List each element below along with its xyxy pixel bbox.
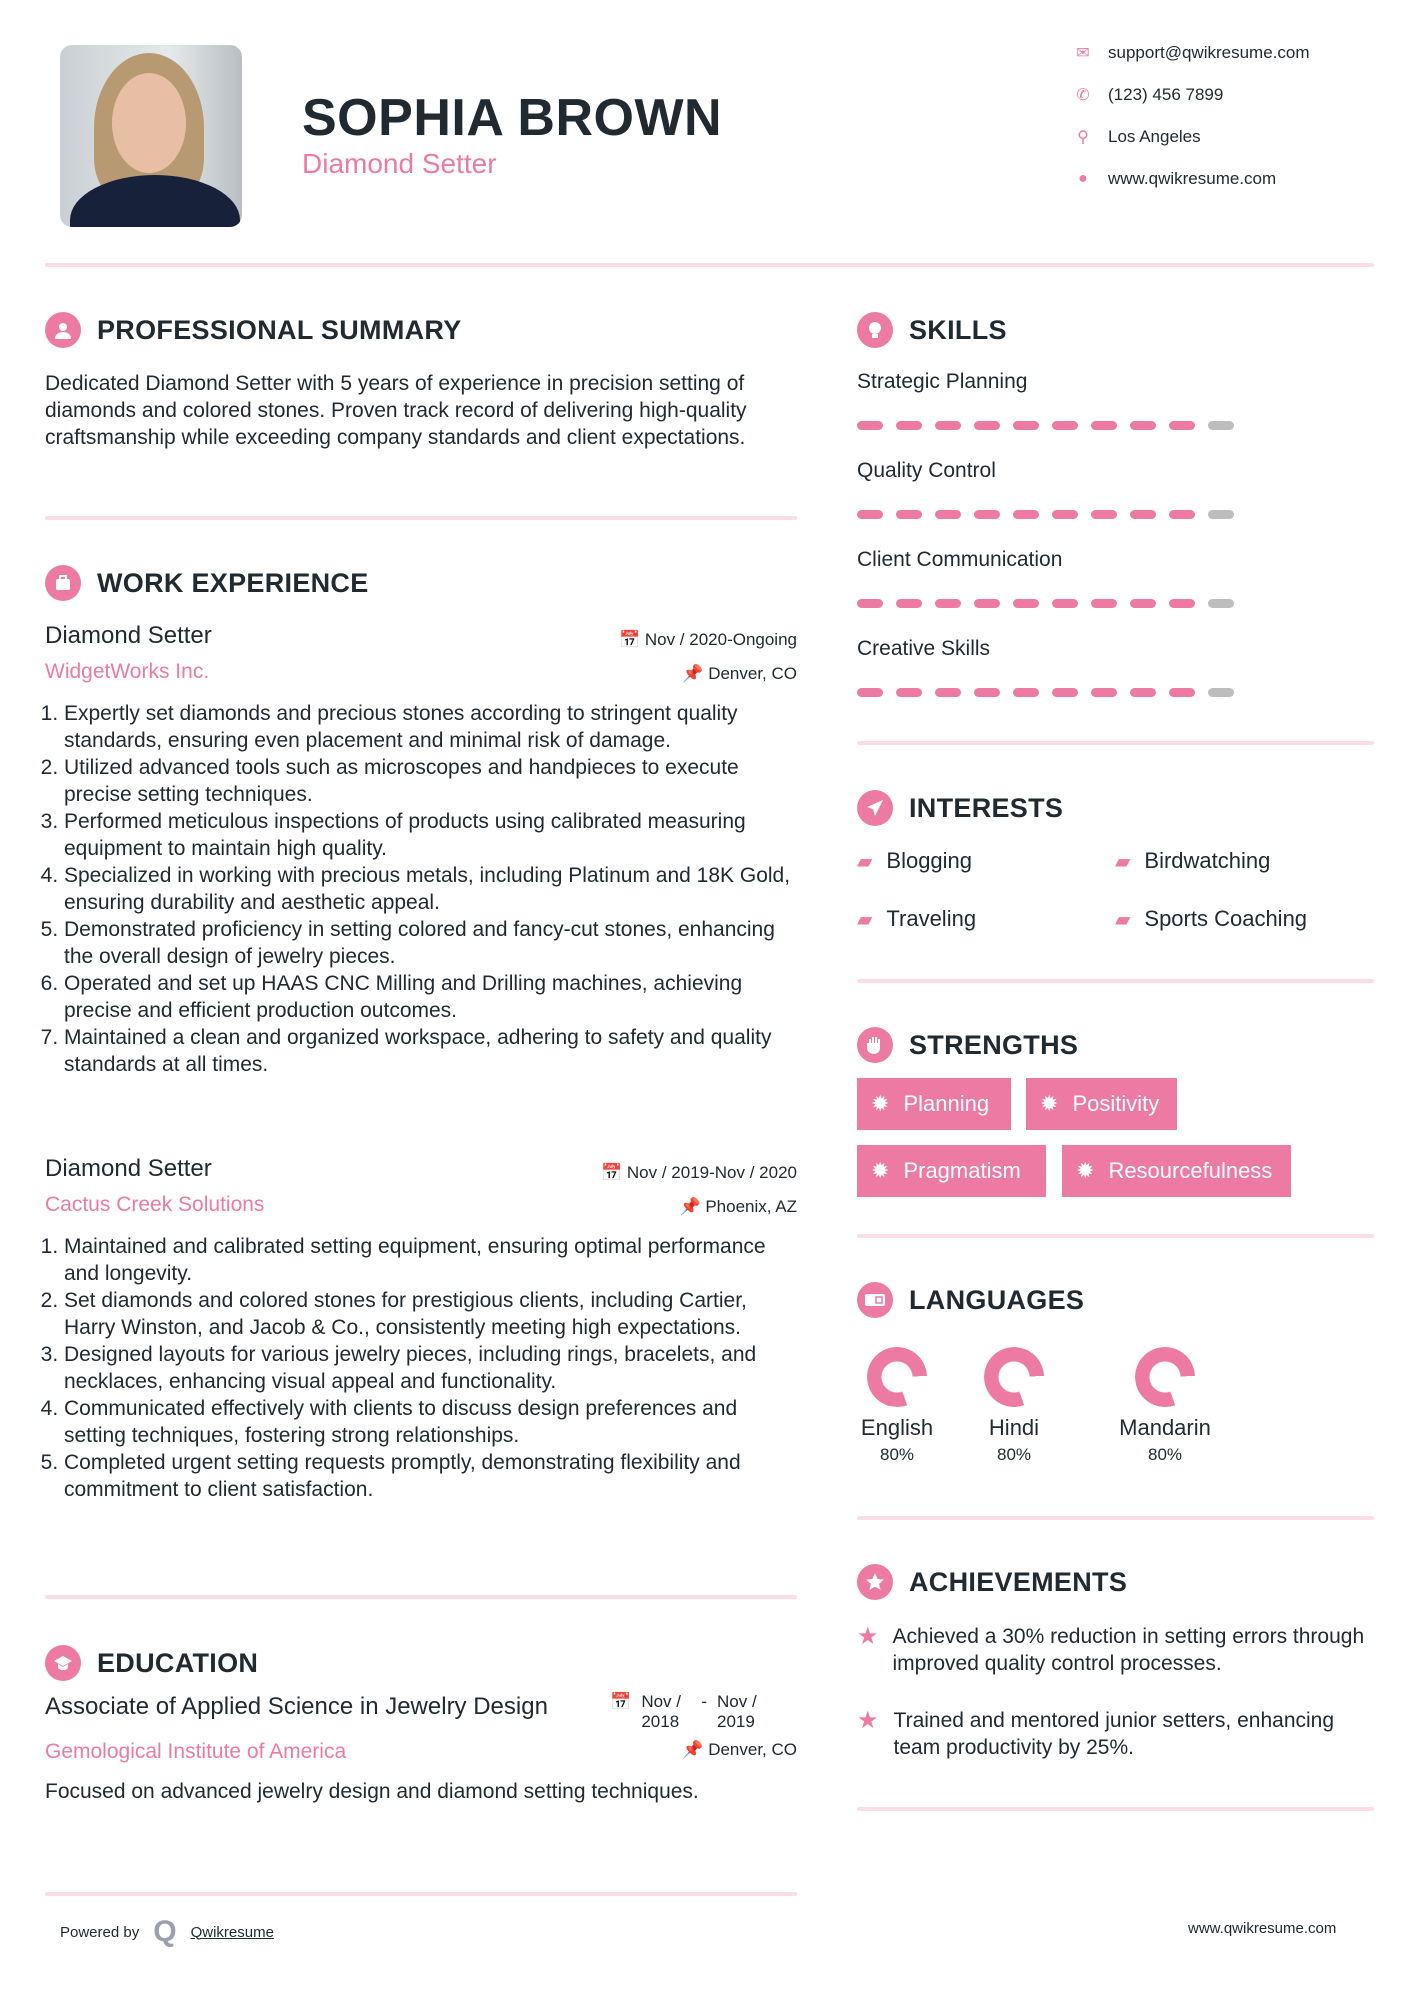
strength-chip xyxy=(1062,1145,1291,1197)
calendar-icon: 📅 xyxy=(618,630,645,649)
contact-website[interactable] xyxy=(1072,169,1276,189)
job-title: Diamond Setter xyxy=(45,1155,212,1182)
strength-chip xyxy=(857,1078,1011,1130)
badge-icon: ✹ xyxy=(1040,1091,1059,1116)
skills-list xyxy=(857,370,1357,726)
skill-dot-filled xyxy=(857,688,883,697)
skill-dot-filled xyxy=(1091,599,1117,608)
skill-dot-filled xyxy=(896,510,922,519)
language-name: English xyxy=(860,1415,934,1440)
edu-description: Focused on advanced jewelry design and diamond setting techniques. xyxy=(45,1780,699,1803)
interest-item xyxy=(1115,906,1307,932)
skill-dot-filled xyxy=(1052,599,1078,608)
skill-level-bar xyxy=(857,421,1357,430)
interests-heading xyxy=(857,790,1063,826)
skill-dot-filled xyxy=(1052,421,1078,430)
languages-heading xyxy=(857,1282,1084,1318)
bullet-item: 3. Performed meticulous inspections of products using calibrated measuring equipment to maintain high quality. xyxy=(64,808,797,862)
envelope-icon: ✉ xyxy=(1076,45,1090,62)
candidate-name: SOPHIA BROWN xyxy=(302,89,723,147)
skill-dot-filled xyxy=(1130,599,1156,608)
skill-dot-filled xyxy=(974,688,1000,697)
edu-location: Denver, CO xyxy=(708,1740,797,1759)
skill-name: Strategic Planning xyxy=(857,370,1028,393)
language-name: Hindi xyxy=(988,1415,1040,1440)
brand-link[interactable]: Qwikresume xyxy=(190,1923,274,1941)
badge-icon: ✹ xyxy=(871,1091,890,1116)
graduation-icon xyxy=(45,1645,81,1681)
briefcase-icon xyxy=(45,565,81,601)
skills-heading xyxy=(857,312,1007,348)
summary-text: Dedicated Diamond Setter with 5 years of experience in precision setting of diamonds and colored stones. Proven track record of delivering high-quality craftsmanship while exceeding company standards and client expectations. xyxy=(45,372,747,449)
skill-dot-filled xyxy=(1091,421,1117,430)
skill-dot-filled xyxy=(1091,510,1117,519)
bullet-item: 1. Maintained and calibrated setting equipment, ensuring optimal performance and longevity. xyxy=(64,1233,797,1287)
strength-chip xyxy=(1026,1078,1177,1130)
skill-item xyxy=(857,637,1357,726)
language-item xyxy=(837,1347,957,1465)
star-icon xyxy=(857,1564,893,1600)
date-separator: - xyxy=(701,1692,707,1711)
experience-heading xyxy=(45,565,369,601)
bullet-item: 1. Expertly set diamonds and precious stones according to stringent quality standards, ensuring even placement and minimal risk of damage. xyxy=(64,700,797,754)
skill-dot-filled xyxy=(974,510,1000,519)
divider xyxy=(45,1595,797,1599)
skill-dot-filled xyxy=(1169,688,1195,697)
bullet-item: 5. Completed urgent setting requests promptly, demonstrating flexibility and commitment to client satisfaction. xyxy=(64,1449,797,1503)
shooting-star-icon: ★ xyxy=(857,1707,879,1734)
skill-dot-filled xyxy=(896,421,922,430)
skill-dot-empty xyxy=(1208,510,1234,519)
skill-dot-filled xyxy=(1052,510,1078,519)
skill-level-bar xyxy=(857,599,1357,608)
skill-dot-filled xyxy=(935,599,961,608)
skill-level-bar xyxy=(857,688,1357,697)
skill-level-bar xyxy=(857,510,1357,519)
interest-item xyxy=(857,906,976,932)
section-title: ACHIEVEMENTS xyxy=(909,1566,1128,1597)
job-location: Denver, CO xyxy=(708,664,797,683)
pin-icon: 📌 xyxy=(679,1197,706,1216)
book-icon: ▰ xyxy=(857,850,873,873)
strength-label: Resourcefulness xyxy=(1108,1158,1273,1183)
map-pin-icon: ⚲ xyxy=(1077,129,1089,146)
skill-item xyxy=(857,459,1357,548)
skill-name: Creative Skills xyxy=(857,637,991,660)
section-title: SKILLS xyxy=(909,314,1007,345)
pin-icon: 📌 xyxy=(682,1740,709,1759)
company-name: Cactus Creek Solutions xyxy=(45,1193,265,1216)
hand-icon xyxy=(857,1027,893,1063)
skill-dot-filled xyxy=(1052,688,1078,697)
divider xyxy=(857,1807,1374,1811)
language-proficiency-ring xyxy=(867,1347,927,1407)
divider xyxy=(857,1234,1374,1238)
section-title: STRENGTHS xyxy=(909,1029,1079,1060)
skill-dot-empty xyxy=(1208,421,1234,430)
skill-dot-filled xyxy=(857,421,883,430)
skill-item xyxy=(857,370,1357,459)
skill-dot-filled xyxy=(1091,688,1117,697)
skill-name: Quality Control xyxy=(857,459,996,482)
strength-label: Pragmatism xyxy=(903,1158,1021,1183)
book-icon: ▰ xyxy=(1115,850,1131,873)
divider xyxy=(857,741,1374,745)
qwikresume-logo-icon: Q xyxy=(153,1915,177,1948)
contact-email[interactable] xyxy=(1072,43,1310,63)
divider xyxy=(857,979,1374,983)
skill-dot-filled xyxy=(1013,688,1039,697)
bullet-item: 2. Utilized advanced tools such as microscopes and handpieces to execute precise setting techniques. xyxy=(64,754,797,808)
interest-label: Traveling xyxy=(886,906,977,931)
section-title: EDUCATION xyxy=(97,1647,259,1678)
book-icon: ▰ xyxy=(1115,908,1131,931)
section-title: LANGUAGES xyxy=(909,1284,1085,1315)
skill-dot-empty xyxy=(1208,688,1234,697)
job-title: Diamond Setter xyxy=(45,622,212,649)
phone-icon: ✆ xyxy=(1076,87,1090,104)
bullet-item: 4. Communicated effectively with clients to discuss design preferences and setting techniques, fostering strong relationships. xyxy=(64,1395,797,1449)
edu-start: Nov / 2018 xyxy=(641,1692,682,1731)
achievement-item xyxy=(857,1707,1377,1761)
skill-dot-filled xyxy=(1169,599,1195,608)
divider xyxy=(45,516,797,520)
language-percent: 80% xyxy=(1147,1445,1183,1464)
achievement-item xyxy=(857,1623,1377,1677)
badge-icon: ✹ xyxy=(871,1158,890,1183)
paper-plane-icon xyxy=(857,790,893,826)
user-icon xyxy=(45,312,81,348)
skill-dot-filled xyxy=(974,421,1000,430)
divider xyxy=(857,1516,1374,1520)
language-item xyxy=(954,1347,1074,1465)
skill-dot-filled xyxy=(857,510,883,519)
skill-dot-filled xyxy=(1169,421,1195,430)
job-bullets xyxy=(45,1233,797,1503)
interest-label: Sports Coaching xyxy=(1144,906,1308,931)
header-divider xyxy=(45,263,1374,267)
company-name: WidgetWorks Inc. xyxy=(45,660,210,683)
skill-dot-filled xyxy=(1013,510,1039,519)
skill-dot-filled xyxy=(935,421,961,430)
bullet-item: 6. Operated and set up HAAS CNC Milling and Drilling machines, achieving precise and efficient production outcomes. xyxy=(64,970,797,1024)
language-percent: 80% xyxy=(996,1445,1032,1464)
language-item xyxy=(1105,1347,1225,1465)
skill-dot-filled xyxy=(1130,421,1156,430)
powered-by-label: Powered by xyxy=(60,1923,140,1941)
divider xyxy=(45,1892,797,1896)
skill-dot-filled xyxy=(1130,688,1156,697)
book-icon: ▰ xyxy=(857,908,873,931)
bullet-item: 2. Set diamonds and colored stones for prestigious clients, including Cartier, Harry Winston, and Jacob & Co., consistently meeting high expectations. xyxy=(64,1287,797,1341)
skill-dot-filled xyxy=(896,599,922,608)
interest-item xyxy=(857,848,972,874)
contact-location xyxy=(1072,127,1201,147)
strength-chip xyxy=(857,1145,1046,1197)
job-dates: Nov / 2019-Nov / 2020 xyxy=(626,1163,797,1182)
globe-icon: ● xyxy=(1078,170,1088,187)
skill-dot-filled xyxy=(935,688,961,697)
achievement-text: Trained and mentored junior setters, enhancing team productivity by 25%. xyxy=(893,1709,1335,1759)
education-heading xyxy=(45,1645,258,1681)
skill-dot-empty xyxy=(1208,599,1234,608)
summary-heading xyxy=(45,312,462,348)
badge-icon: ✹ xyxy=(1076,1158,1095,1183)
section-title: PROFESSIONAL SUMMARY xyxy=(97,314,462,345)
skill-item xyxy=(857,548,1357,637)
bullet-item: 3. Designed layouts for various jewelry pieces, including rings, bracelets, and necklaces, enhancing visual appeal and functionality. xyxy=(64,1341,797,1395)
interest-label: Blogging xyxy=(886,848,973,873)
achievements-heading xyxy=(857,1564,1127,1600)
profile-photo xyxy=(60,45,242,227)
language-proficiency-ring xyxy=(1135,1347,1195,1407)
lightbulb-icon xyxy=(857,312,893,348)
skill-dot-filled xyxy=(1013,421,1039,430)
edu-end: Nov / 2019 xyxy=(717,1692,757,1731)
interest-item xyxy=(1115,848,1270,874)
bullet-item: 7. Maintained a clean and organized workspace, adhering to safety and quality standards at all times. xyxy=(64,1024,797,1078)
degree: Associate of Applied Science in Jewelry Design xyxy=(45,1693,548,1720)
job-dates: Nov / 2020-Ongoing xyxy=(644,630,797,649)
bullet-item: 5. Demonstrated proficiency in setting colored and fancy-cut stones, enhancing the overall design of jewelry pieces. xyxy=(64,916,797,970)
language-name: Mandarin xyxy=(1119,1415,1211,1440)
strength-label: Positivity xyxy=(1072,1091,1160,1116)
skill-dot-filled xyxy=(1013,599,1039,608)
strengths-heading xyxy=(857,1027,1078,1063)
shooting-star-icon: ★ xyxy=(857,1623,879,1650)
job-entry xyxy=(45,622,797,1078)
language-icon xyxy=(857,1282,893,1318)
footer-powered xyxy=(60,1915,274,1949)
skill-dot-filled xyxy=(1169,510,1195,519)
contact-text: (123) 456 7899 xyxy=(1108,85,1224,104)
interest-label: Birdwatching xyxy=(1144,848,1271,873)
calendar-icon: 📅 xyxy=(610,1692,632,1711)
section-title: INTERESTS xyxy=(909,792,1064,823)
skill-dot-filled xyxy=(935,510,961,519)
contact-text: www.qwikresume.com xyxy=(1108,169,1277,188)
pin-icon: 📌 xyxy=(682,664,709,683)
strength-label: Planning xyxy=(903,1091,990,1116)
contact-text: support@qwikresume.com xyxy=(1108,43,1310,62)
skill-name: Client Communication xyxy=(857,548,1063,571)
job-entry xyxy=(45,1155,797,1503)
skill-dot-filled xyxy=(974,599,1000,608)
language-proficiency-ring xyxy=(984,1347,1044,1407)
achievement-text: Achieved a 30% reduction in setting errors through improved quality control processes. xyxy=(892,1625,1365,1675)
calendar-icon: 📅 xyxy=(601,1163,627,1182)
skill-dot-filled xyxy=(857,599,883,608)
section-title: WORK EXPERIENCE xyxy=(97,567,369,598)
footer-website[interactable]: www.qwikresume.com xyxy=(1188,1920,1337,1937)
school-name: Gemological Institute of America xyxy=(45,1740,347,1763)
contact-phone xyxy=(1072,85,1223,105)
bullet-item: 4. Specialized in working with precious metals, including Platinum and 18K Gold, ensuring durability and aesthetic appeal. xyxy=(64,862,797,916)
contact-text: Los Angeles xyxy=(1108,127,1201,146)
job-bullets xyxy=(45,700,797,1078)
skill-dot-filled xyxy=(1130,510,1156,519)
job-location: Phoenix, AZ xyxy=(705,1197,797,1216)
job-title: Diamond Setter xyxy=(302,148,497,179)
language-percent: 80% xyxy=(879,1445,915,1464)
skill-dot-filled xyxy=(896,688,922,697)
education-entry xyxy=(45,1692,797,1805)
